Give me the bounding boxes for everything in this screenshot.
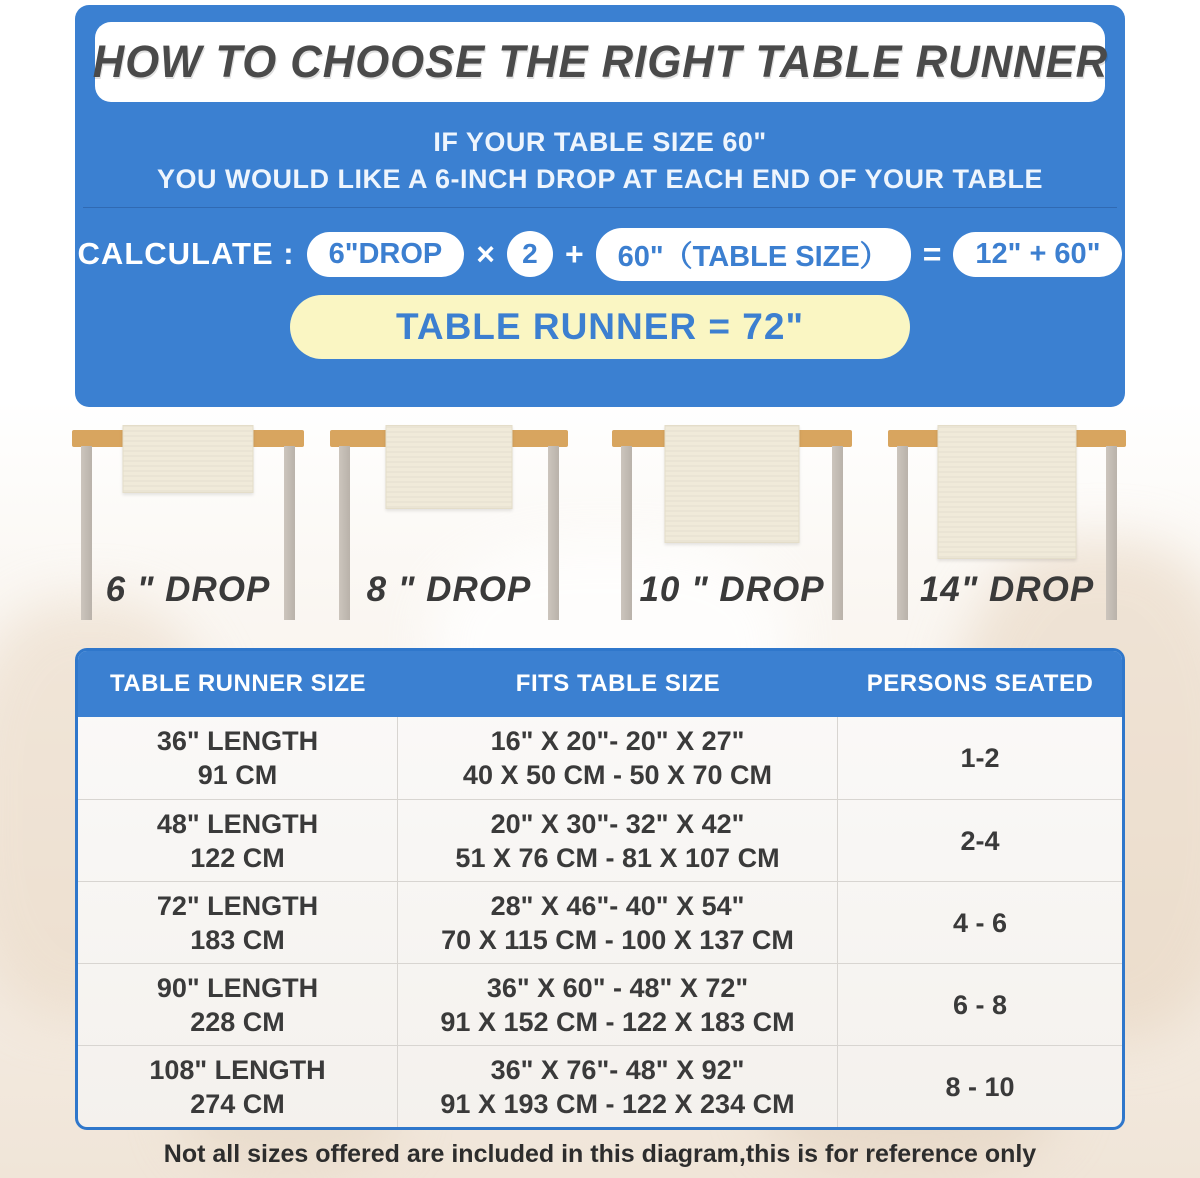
drop-label: 8 " DROP [366, 570, 532, 609]
drop-figure-6in [72, 430, 304, 625]
fits-size-inches: 20" X 30"- 32" X 42" [490, 808, 745, 839]
drop-figure-14in [888, 430, 1126, 625]
runner-size-cell [78, 882, 398, 963]
fits-size-cm: 51 X 76 CM - 81 X 107 CM [455, 842, 780, 873]
drop-figure-8in [330, 430, 568, 625]
drop-value-pill: 6"DROP [307, 232, 465, 277]
fits-size-cell [398, 1046, 838, 1127]
equals-operator: = [922, 235, 942, 272]
persons-seated: 1-2 [960, 743, 1000, 773]
fits-size-cell [398, 800, 838, 881]
disclaimer-note: Not all sizes offered are included in this diagram,this is for reference only [163, 1140, 1037, 1168]
persons-cell [838, 1046, 1122, 1127]
instruction-panel [75, 5, 1125, 407]
table-row [78, 963, 1122, 1045]
title-banner [92, 22, 1108, 102]
fits-size-cm: 40 X 50 CM - 50 X 70 CM [462, 760, 773, 790]
fits-size-cell [398, 964, 838, 1045]
persons-seated: 4 - 6 [952, 907, 1008, 938]
table-row [78, 1045, 1122, 1127]
runner-graphic [938, 425, 1077, 559]
runner-size-cell [78, 1046, 398, 1127]
table-row [78, 799, 1122, 881]
drop-label: 14" DROP [919, 570, 1095, 609]
fits-size-cell [398, 882, 838, 963]
runner-size-cell [78, 964, 398, 1045]
result-text: TABLE RUNNER = 72" [396, 306, 804, 347]
factor-circle: 2 [507, 231, 553, 277]
size-reference-table [75, 648, 1125, 1130]
runner-size-inches: 90" LENGTH [156, 972, 319, 1003]
runner-size-inches: 36" LENGTH [156, 726, 319, 756]
plus-operator: + [564, 235, 584, 272]
runner-size-cell [78, 800, 398, 881]
runner-graphic [386, 425, 513, 509]
runner-size-cm: 228 CM [190, 1006, 285, 1037]
runner-size-cm: 91 CM [197, 760, 278, 790]
runner-size-cm: 274 CM [190, 1088, 285, 1119]
fits-size-inches: 36" X 76"- 48" X 92" [490, 1054, 745, 1085]
runner-size-inches: 48" LENGTH [156, 808, 319, 839]
fits-size-cm: 91 X 152 CM - 122 X 183 CM [440, 1006, 795, 1037]
persons-seated: 2-4 [960, 825, 1000, 856]
column-header-persons: PERSONS SEATED [866, 670, 1094, 697]
table-row [78, 881, 1122, 963]
column-header-runner-size: TABLE RUNNER SIZE [109, 670, 367, 697]
persons-cell [838, 717, 1122, 799]
column-header-fits-size: FITS TABLE SIZE [515, 670, 721, 697]
fits-size-cm: 70 X 115 CM - 100 X 137 CM [441, 924, 794, 955]
result-banner [290, 295, 910, 359]
subtitle-line-1: IF YOUR TABLE SIZE 60" [433, 127, 767, 157]
persons-seated: 8 - 10 [945, 1071, 1015, 1102]
fits-size-inches: 28" X 46"- 40" X 54" [490, 890, 745, 921]
runner-size-cell [78, 717, 398, 799]
runner-size-cm: 122 CM [190, 842, 285, 873]
calculate-label: CALCULATE : [77, 236, 295, 271]
runner-size-inches: 108" LENGTH [149, 1054, 326, 1085]
fits-size-inches: 36" X 60" - 48" X 72" [486, 972, 749, 1003]
sum-pill: 12" + 60" [953, 232, 1122, 277]
persons-cell [838, 800, 1122, 881]
table-header-row [78, 651, 1122, 717]
divider-line [83, 207, 1117, 208]
runner-size-cm: 183 CM [190, 924, 285, 955]
drop-figure-10in [612, 430, 852, 625]
runner-size-inches: 72" LENGTH [156, 890, 319, 921]
drop-label: 10 " DROP [639, 570, 825, 609]
runner-graphic [123, 425, 254, 493]
fits-size-inches: 16" X 20"- 20" X 27" [490, 726, 745, 756]
table-size-pill: 60"（TABLE SIZE） [596, 228, 911, 281]
fits-size-cell [398, 717, 838, 799]
persons-cell [838, 882, 1122, 963]
calculation-formula [75, 229, 1125, 279]
runner-graphic [665, 425, 800, 543]
fits-size-cm: 91 X 193 CM - 122 X 234 CM [440, 1088, 795, 1119]
subtitle-line-2: YOU WOULD LIKE A 6-INCH DROP AT EACH END OF YOUR TABLE [156, 164, 1044, 194]
multiply-operator: × [476, 235, 495, 272]
drop-label: 6 " DROP [105, 570, 271, 609]
persons-seated: 6 - 8 [952, 989, 1008, 1020]
persons-cell [838, 964, 1122, 1045]
page-title: HOW TO CHOOSE THE RIGHT TABLE RUNNER [92, 36, 1108, 87]
table-row [78, 717, 1122, 799]
table-body [78, 717, 1122, 1127]
